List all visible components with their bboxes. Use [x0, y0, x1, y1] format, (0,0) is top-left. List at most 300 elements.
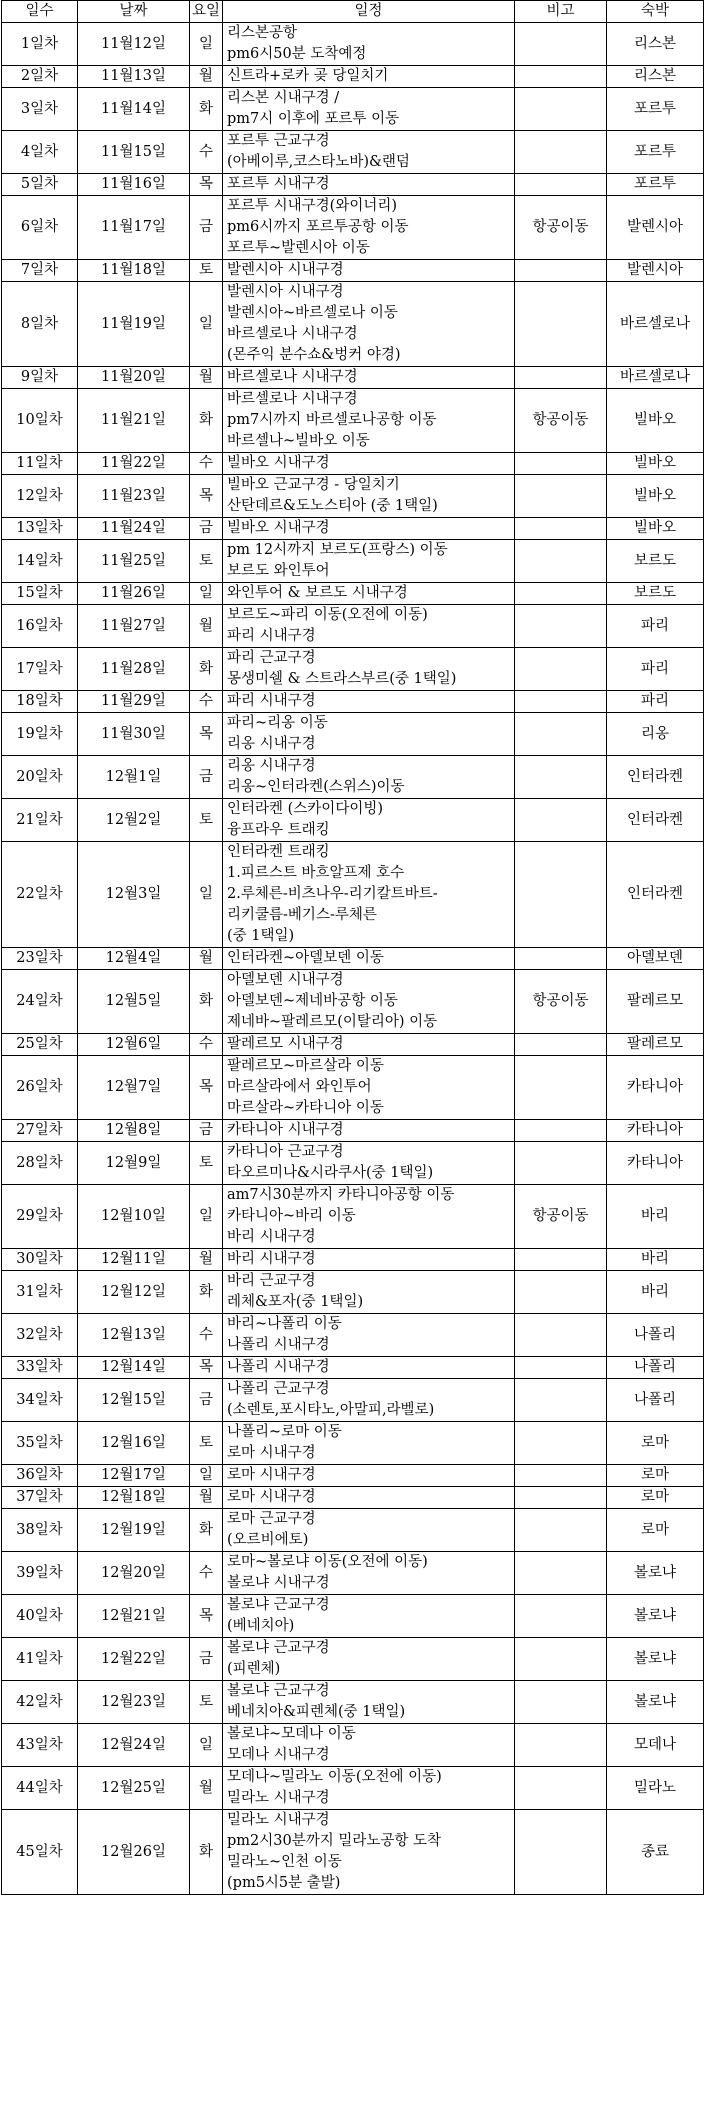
- date-cell: 12월4일: [78, 948, 190, 970]
- note-cell: [515, 1681, 607, 1724]
- stay-cell: 팔레르모: [607, 970, 704, 1034]
- table-row: [2, 1724, 704, 1767]
- note-cell: [515, 1465, 607, 1487]
- table-row: [2, 66, 704, 88]
- stay-cell: 아델보덴: [607, 948, 704, 970]
- stay-cell: 바리: [607, 1249, 704, 1271]
- plan-cell: [223, 799, 515, 842]
- plan-line: 리옹 시내구경: [227, 736, 316, 752]
- day-cell: 41일차: [2, 1638, 78, 1681]
- plan-line: 바르셀로나 시내구경: [227, 326, 358, 342]
- day-cell: 31일차: [2, 1271, 78, 1314]
- note-cell: [515, 1487, 607, 1509]
- stay-cell: 인터라켄: [607, 842, 704, 948]
- plan-cell: [223, 453, 515, 475]
- plan-cell: [223, 282, 515, 367]
- day-cell: 44일차: [2, 1767, 78, 1810]
- stay-cell: 나폴리: [607, 1314, 704, 1357]
- plan-line: 보르도 와인투어: [227, 563, 330, 579]
- plan-cell: [223, 196, 515, 260]
- plan-cell: [223, 1767, 515, 1810]
- plan-cell: [223, 1034, 515, 1056]
- stay-cell: 볼로냐: [607, 1681, 704, 1724]
- plan-line: 포르투 근교구경: [227, 133, 330, 149]
- date-cell: 11월27일: [78, 605, 190, 648]
- plan-cell: [223, 1120, 515, 1142]
- table-row: [2, 1120, 704, 1142]
- plan-line: 로마 시내구경: [227, 1467, 316, 1483]
- date-cell: 11월22일: [78, 453, 190, 475]
- plan-line: (소렌토,포시타노,아말피,라벨로): [227, 1402, 435, 1418]
- plan-cell: [223, 1271, 515, 1314]
- day-cell: 28일차: [2, 1142, 78, 1185]
- day-cell: 7일차: [2, 260, 78, 282]
- plan-line: 밀라노 시내구경: [227, 1790, 330, 1806]
- plan-cell: [223, 970, 515, 1034]
- note-cell: [515, 131, 607, 174]
- plan-cell: [223, 1314, 515, 1357]
- plan-line: (아베이루,코스타노바)&랜덤: [227, 154, 410, 170]
- day-cell: 14일차: [2, 540, 78, 583]
- stay-cell: 볼로냐: [607, 1638, 704, 1681]
- plan-line: 빌바오 시내구경: [227, 520, 330, 536]
- plan-cell: [223, 518, 515, 540]
- note-cell: [515, 1810, 607, 1895]
- plan-line: 볼로냐 근교구경: [227, 1640, 330, 1656]
- plan-line: (pm5시5분 출발): [227, 1875, 341, 1891]
- plan-line: 산탄데르&도노스티아 (중 1택일): [227, 498, 438, 514]
- date-cell: 12월13일: [78, 1314, 190, 1357]
- stay-cell: 인터라켄: [607, 799, 704, 842]
- stay-cell: 리스본: [607, 23, 704, 66]
- stay-cell: 밀라노: [607, 1767, 704, 1810]
- plan-line: 로마 시내구경: [227, 1489, 316, 1505]
- plan-cell: [223, 691, 515, 713]
- weekday-cell: 월: [190, 605, 223, 648]
- date-cell: 12월3일: [78, 842, 190, 948]
- weekday-cell: 토: [190, 260, 223, 282]
- plan-line: 레체&포자(중 1택일): [227, 1294, 364, 1310]
- table-row: [2, 131, 704, 174]
- table-row: [2, 1767, 704, 1810]
- weekday-cell: 일: [190, 583, 223, 605]
- header-stay: 숙박: [607, 1, 704, 23]
- table-row: [2, 1422, 704, 1465]
- table-row: [2, 1509, 704, 1552]
- table-row: [2, 948, 704, 970]
- table-row: [2, 1379, 704, 1422]
- date-cell: 11월26일: [78, 583, 190, 605]
- plan-line: 2.루체른-비츠나우-리기칼트바트-: [227, 886, 438, 902]
- plan-cell: [223, 389, 515, 453]
- plan-line: 파리 시내구경: [227, 628, 316, 644]
- date-cell: 12월15일: [78, 1379, 190, 1422]
- stay-cell: 빌바오: [607, 453, 704, 475]
- plan-line: 바리~나폴리 이동: [227, 1316, 342, 1332]
- header-row: [2, 1, 704, 23]
- stay-cell: 팔레르모: [607, 1034, 704, 1056]
- note-cell: [515, 1056, 607, 1120]
- stay-cell: 나폴리: [607, 1379, 704, 1422]
- stay-cell: 발렌시아: [607, 260, 704, 282]
- table-row: [2, 1271, 704, 1314]
- plan-line: 모데나 시내구경: [227, 1747, 330, 1763]
- plan-line: 나폴리 근교구경: [227, 1381, 330, 1397]
- plan-line: 팔레르모 시내구경: [227, 1036, 344, 1052]
- stay-cell: 로마: [607, 1422, 704, 1465]
- plan-cell: [223, 88, 515, 131]
- day-cell: 20일차: [2, 756, 78, 799]
- date-cell: 11월14일: [78, 88, 190, 131]
- plan-line: 발렌시아 시내구경: [227, 284, 344, 300]
- plan-line: 볼로냐 근교구경: [227, 1683, 330, 1699]
- table-row: [2, 540, 704, 583]
- plan-line: 밀라노 시내구경: [227, 1812, 330, 1828]
- day-cell: 38일차: [2, 1509, 78, 1552]
- header-date: 날짜: [78, 1, 190, 23]
- itinerary-table: [1, 0, 704, 1895]
- day-cell: 9일차: [2, 367, 78, 389]
- plan-line: pm7시까지 바르셀로나공항 이동: [227, 412, 437, 428]
- date-cell: 11월15일: [78, 131, 190, 174]
- table-row: [2, 1314, 704, 1357]
- note-cell: [515, 282, 607, 367]
- plan-cell: [223, 1422, 515, 1465]
- date-cell: 12월5일: [78, 970, 190, 1034]
- table-row: [2, 1034, 704, 1056]
- table-row: [2, 691, 704, 713]
- table-row: [2, 1810, 704, 1895]
- plan-line: 바리 시내구경: [227, 1251, 316, 1267]
- plan-cell: [223, 1724, 515, 1767]
- plan-line: 볼로냐 근교구경: [227, 1597, 330, 1613]
- stay-cell: 파리: [607, 648, 704, 691]
- plan-line: 포르투 시내구경: [227, 176, 330, 192]
- plan-cell: [223, 1056, 515, 1120]
- stay-cell: 포르투: [607, 131, 704, 174]
- plan-cell: [223, 260, 515, 282]
- note-cell: [515, 713, 607, 756]
- plan-line: 발렌시아 시내구경: [227, 262, 344, 278]
- plan-cell: [223, 1810, 515, 1895]
- day-cell: 17일차: [2, 648, 78, 691]
- weekday-cell: 수: [190, 1034, 223, 1056]
- note-cell: [515, 453, 607, 475]
- table-row: [2, 756, 704, 799]
- plan-line: (오르비에토): [227, 1532, 309, 1548]
- plan-line: 로마 시내구경: [227, 1445, 316, 1461]
- date-cell: 12월18일: [78, 1487, 190, 1509]
- table-row: [2, 1552, 704, 1595]
- note-cell: [515, 799, 607, 842]
- date-cell: 12월23일: [78, 1681, 190, 1724]
- day-cell: 30일차: [2, 1249, 78, 1271]
- plan-line: 파리 시내구경: [227, 693, 316, 709]
- plan-cell: [223, 1552, 515, 1595]
- day-cell: 24일차: [2, 970, 78, 1034]
- plan-line: 카타니아~바리 이동: [227, 1208, 356, 1224]
- note-cell: [515, 1767, 607, 1810]
- day-cell: 26일차: [2, 1056, 78, 1120]
- day-cell: 42일차: [2, 1681, 78, 1724]
- note-cell: [515, 605, 607, 648]
- plan-line: pm 12시까지 보르도(프랑스) 이동: [227, 542, 448, 558]
- plan-cell: [223, 1379, 515, 1422]
- stay-cell: 카타니아: [607, 1056, 704, 1120]
- day-cell: 5일차: [2, 174, 78, 196]
- weekday-cell: 수: [190, 131, 223, 174]
- stay-cell: 로마: [607, 1487, 704, 1509]
- weekday-cell: 토: [190, 540, 223, 583]
- weekday-cell: 토: [190, 1142, 223, 1185]
- stay-cell: 카타니아: [607, 1142, 704, 1185]
- weekday-cell: 금: [190, 1120, 223, 1142]
- weekday-cell: 금: [190, 196, 223, 260]
- header-weekday: 요일: [190, 1, 223, 23]
- stay-cell: 바리: [607, 1185, 704, 1249]
- day-cell: 18일차: [2, 691, 78, 713]
- table-row: [2, 1487, 704, 1509]
- plan-line: 리스본 시내구경 /: [227, 90, 340, 106]
- day-cell: 11일차: [2, 453, 78, 475]
- day-cell: 27일차: [2, 1120, 78, 1142]
- day-cell: 25일차: [2, 1034, 78, 1056]
- table-row: [2, 648, 704, 691]
- weekday-cell: 수: [190, 1314, 223, 1357]
- weekday-cell: 목: [190, 1056, 223, 1120]
- plan-cell: [223, 648, 515, 691]
- weekday-cell: 금: [190, 1638, 223, 1681]
- date-cell: 12월9일: [78, 1142, 190, 1185]
- plan-cell: [223, 756, 515, 799]
- weekday-cell: 월: [190, 1487, 223, 1509]
- plan-cell: [223, 1142, 515, 1185]
- plan-line: 모데나~밀라노 이동(오전에 이동): [227, 1769, 442, 1785]
- weekday-cell: 목: [190, 1595, 223, 1638]
- day-cell: 33일차: [2, 1357, 78, 1379]
- plan-line: 나폴리~로마 이동: [227, 1424, 342, 1440]
- plan-line: pm2시30분까지 밀라노공항 도착: [227, 1833, 442, 1849]
- weekday-cell: 수: [190, 691, 223, 713]
- plan-cell: [223, 66, 515, 88]
- date-cell: 12월8일: [78, 1120, 190, 1142]
- day-cell: 19일차: [2, 713, 78, 756]
- plan-line: 바르셀로나 시내구경: [227, 369, 358, 385]
- date-cell: 12월11일: [78, 1249, 190, 1271]
- plan-cell: [223, 1681, 515, 1724]
- stay-cell: 인터라켄: [607, 756, 704, 799]
- plan-line: 밀라노~인천 이동: [227, 1854, 342, 1870]
- plan-line: 볼로냐~모데나 이동: [227, 1726, 356, 1742]
- plan-cell: [223, 1595, 515, 1638]
- weekday-cell: 목: [190, 1357, 223, 1379]
- table-row: [2, 1595, 704, 1638]
- weekday-cell: 월: [190, 1249, 223, 1271]
- note-cell: [515, 1422, 607, 1465]
- plan-line: 인터라켄 트래킹: [227, 844, 330, 860]
- stay-cell: 바르셀로나: [607, 282, 704, 367]
- day-cell: 1일차: [2, 23, 78, 66]
- day-cell: 39일차: [2, 1552, 78, 1595]
- weekday-cell: 수: [190, 453, 223, 475]
- note-cell: 항공이동: [515, 1185, 607, 1249]
- note-cell: 항공이동: [515, 389, 607, 453]
- note-cell: [515, 260, 607, 282]
- note-cell: [515, 1552, 607, 1595]
- plan-line: 바르셀로나 시내구경: [227, 391, 358, 407]
- note-cell: 항공이동: [515, 196, 607, 260]
- plan-line: 나폴리 시내구경: [227, 1359, 330, 1375]
- day-cell: 3일차: [2, 88, 78, 131]
- plan-line: 카타니아 시내구경: [227, 1122, 344, 1138]
- plan-cell: [223, 842, 515, 948]
- note-cell: [515, 1595, 607, 1638]
- weekday-cell: 화: [190, 389, 223, 453]
- day-cell: 21일차: [2, 799, 78, 842]
- table-row: [2, 713, 704, 756]
- date-cell: 12월20일: [78, 1552, 190, 1595]
- table-row: [2, 260, 704, 282]
- date-cell: 11월29일: [78, 691, 190, 713]
- day-cell: 29일차: [2, 1185, 78, 1249]
- plan-line: 1.피르스트 바흐알프제 호수: [227, 865, 405, 881]
- table-row: [2, 1465, 704, 1487]
- plan-line: 아델보덴~제네바공항 이동: [227, 993, 398, 1009]
- date-cell: 11월18일: [78, 260, 190, 282]
- note-cell: [515, 540, 607, 583]
- date-cell: 11월30일: [78, 713, 190, 756]
- weekday-cell: 일: [190, 282, 223, 367]
- plan-line: 바리 시내구경: [227, 1229, 316, 1245]
- day-cell: 36일차: [2, 1465, 78, 1487]
- date-cell: 12월22일: [78, 1638, 190, 1681]
- date-cell: 12월26일: [78, 1810, 190, 1895]
- plan-cell: [223, 1249, 515, 1271]
- weekday-cell: 일: [190, 842, 223, 948]
- weekday-cell: 목: [190, 174, 223, 196]
- plan-line: 로마 근교구경: [227, 1511, 316, 1527]
- table-row: [2, 453, 704, 475]
- plan-line: 포르투~발렌시아 이동: [227, 240, 370, 256]
- weekday-cell: 화: [190, 1509, 223, 1552]
- stay-cell: 발렌시아: [607, 196, 704, 260]
- plan-line: 바르셀나~빌바오 이동: [227, 433, 370, 449]
- date-cell: 12월2일: [78, 799, 190, 842]
- note-cell: [515, 583, 607, 605]
- stay-cell: 빌바오: [607, 518, 704, 540]
- note-cell: [515, 23, 607, 66]
- plan-line: (피렌체): [227, 1661, 281, 1677]
- plan-line: 팔레르모~마르살라 이동: [227, 1058, 384, 1074]
- plan-cell: [223, 1638, 515, 1681]
- weekday-cell: 토: [190, 1422, 223, 1465]
- weekday-cell: 일: [190, 1465, 223, 1487]
- note-cell: [515, 1314, 607, 1357]
- day-cell: 12일차: [2, 475, 78, 518]
- day-cell: 2일차: [2, 66, 78, 88]
- weekday-cell: 수: [190, 1552, 223, 1595]
- date-cell: 11월24일: [78, 518, 190, 540]
- plan-line: 아델보덴 시내구경: [227, 972, 344, 988]
- date-cell: 12월6일: [78, 1034, 190, 1056]
- stay-cell: 로마: [607, 1509, 704, 1552]
- plan-line: 파리~리옹 이동: [227, 715, 328, 731]
- date-cell: 11월16일: [78, 174, 190, 196]
- plan-line: 신트라+로카 곶 당일치기: [227, 68, 389, 84]
- day-cell: 45일차: [2, 1810, 78, 1895]
- plan-line: 빌바오 시내구경: [227, 455, 330, 471]
- header-plan: 일정: [223, 1, 515, 23]
- table-row: [2, 23, 704, 66]
- table-row: [2, 1638, 704, 1681]
- table-row: [2, 1357, 704, 1379]
- stay-cell: 볼로냐: [607, 1595, 704, 1638]
- table-row: [2, 1249, 704, 1271]
- weekday-cell: 금: [190, 518, 223, 540]
- day-cell: 13일차: [2, 518, 78, 540]
- date-cell: 12월19일: [78, 1509, 190, 1552]
- note-cell: [515, 842, 607, 948]
- plan-line: 카타니아 근교구경: [227, 1144, 344, 1160]
- day-cell: 6일차: [2, 196, 78, 260]
- plan-cell: [223, 367, 515, 389]
- plan-cell: [223, 948, 515, 970]
- plan-line: 마르살라~카타니아 이동: [227, 1100, 384, 1116]
- day-cell: 22일차: [2, 842, 78, 948]
- plan-cell: [223, 1185, 515, 1249]
- plan-cell: [223, 131, 515, 174]
- note-cell: [515, 1357, 607, 1379]
- stay-cell: 볼로냐: [607, 1552, 704, 1595]
- date-cell: 11월20일: [78, 367, 190, 389]
- weekday-cell: 목: [190, 475, 223, 518]
- plan-line: 로마~볼로냐 이동(오전에 이동): [227, 1554, 428, 1570]
- note-cell: [515, 518, 607, 540]
- weekday-cell: 일: [190, 1185, 223, 1249]
- plan-line: 나폴리 시내구경: [227, 1337, 330, 1353]
- date-cell: 12월14일: [78, 1357, 190, 1379]
- plan-line: 리옹~인터라켄(스위스)이동: [227, 779, 405, 795]
- day-cell: 32일차: [2, 1314, 78, 1357]
- weekday-cell: 월: [190, 367, 223, 389]
- plan-line: 베네치아&피렌체(중 1택일): [227, 1704, 406, 1720]
- plan-line: 보르도~파리 이동(오전에 이동): [227, 607, 428, 623]
- plan-line: 제네바~팔레르모(이탈리아) 이동: [227, 1014, 438, 1030]
- plan-line: 와인투어 & 보르도 시내구경: [227, 585, 408, 601]
- note-cell: [515, 174, 607, 196]
- plan-line: (중 1택일): [227, 928, 295, 944]
- table-row: [2, 799, 704, 842]
- stay-cell: 리스본: [607, 66, 704, 88]
- weekday-cell: 토: [190, 1681, 223, 1724]
- weekday-cell: 금: [190, 756, 223, 799]
- table-row: [2, 367, 704, 389]
- plan-cell: [223, 174, 515, 196]
- date-cell: 12월12일: [78, 1271, 190, 1314]
- stay-cell: 종료: [607, 1810, 704, 1895]
- stay-cell: 포르투: [607, 88, 704, 131]
- day-cell: 16일차: [2, 605, 78, 648]
- note-cell: [515, 1638, 607, 1681]
- note-cell: [515, 1509, 607, 1552]
- plan-line: pm6시까지 포르투공항 이동: [227, 219, 409, 235]
- table-row: [2, 1142, 704, 1185]
- table-row: [2, 174, 704, 196]
- note-cell: [515, 475, 607, 518]
- plan-line: (베네치아): [227, 1618, 295, 1634]
- stay-cell: 나폴리: [607, 1357, 704, 1379]
- stay-cell: 파리: [607, 691, 704, 713]
